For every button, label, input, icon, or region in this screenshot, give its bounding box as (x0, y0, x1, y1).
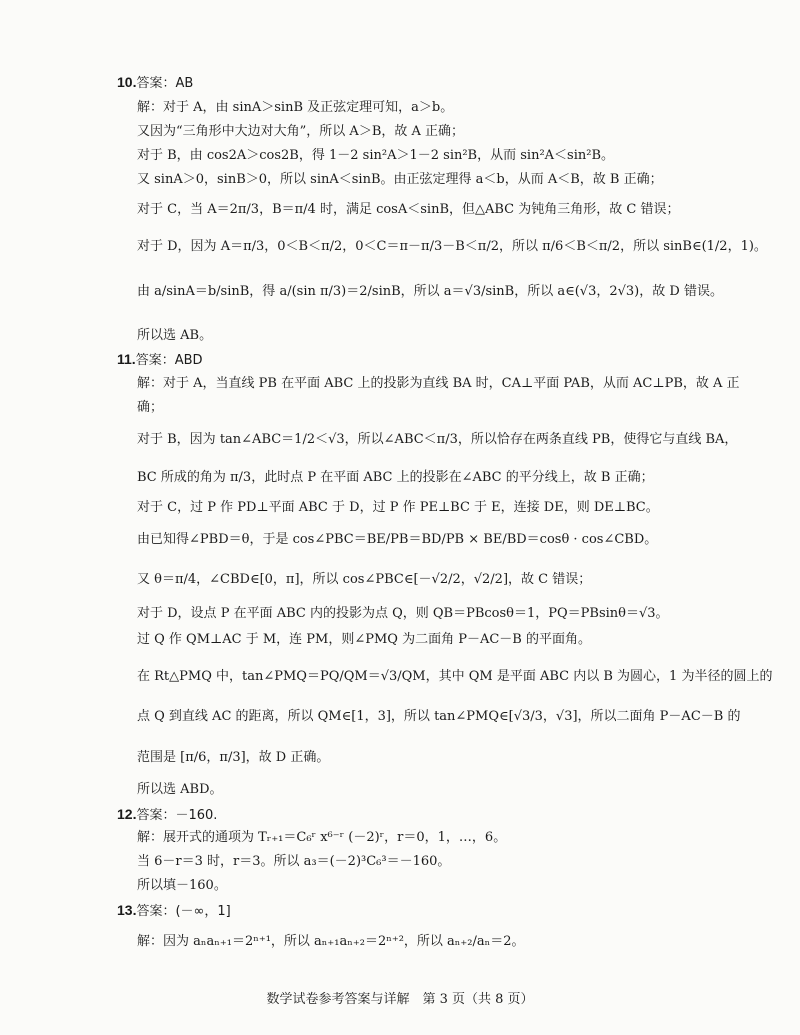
solution-line: 过 Q 作 QM⊥AC 于 M，连 PM，则∠PMQ 为二面角 P－AC－B 的平面角。 (137, 632, 591, 647)
solution-line: 对于 C，过 P 作 PD⊥平面 ABC 于 D，过 P 作 PE⊥BC 于 E，连接 DE，则 DE⊥BC。 (137, 500, 659, 515)
solution-line: 对于 D，因为 A＝π/3，0＜B＜π/2，0＜C＝π－π/3－B＜π/2，所以 π/6＜B＜π/2，所以 sinB∈(1/2，1)。 (137, 239, 767, 254)
answer-line: 答案：－160. (136, 808, 218, 823)
solution-line: 所以选 AB。 (137, 328, 213, 343)
solution-line: 对于 B，因为 tan∠ABC＝1/2＜√3，所以∠ABC＜π/3，所以恰存在两条直线 PB，使得它与直线 BA， (137, 432, 738, 447)
problem-number: 11. (117, 351, 136, 367)
solution-line: 解：因为 aₙaₙ₊₁＝2ⁿ⁺¹，所以 aₙ₊₁aₙ₊₂＝2ⁿ⁺²，所以 aₙ₊₂/aₙ＝2。 (137, 934, 525, 949)
solution-line: 所以选 ABD。 (137, 782, 223, 797)
problem-number: 13. (117, 902, 137, 918)
solution-line: 解：对于 A，由 sinA＞sinB 及正弦定理可知，a＞b。 (137, 100, 454, 115)
solution-line: 由 a/sinA＝b/sinB，得 a/(sin π/3)＝2/sinB，所以 a＝√3/sinB，所以 a∈(√3，2√3)，故 D 错误。 (137, 284, 723, 299)
solution-line: 对于 B，由 cos2A＞cos2B，得 1－2 sin²A＞1－2 sin²B，从而 sin²A＜sin²B。 (137, 148, 615, 163)
problem-12-header (117, 804, 217, 826)
solution-line: 确； (137, 400, 164, 415)
solution-line: 当 6－r＝3 时，r＝3。所以 a₃＝(－2)³C₆³＝－160。 (137, 854, 451, 869)
answer-line: 答案：AB (136, 76, 194, 91)
solution-line: 又 sinA＞0，sinB＞0，所以 sinA＜sinB。由正弦定理得 a＜b，从而 A＜B，故 B 正确； (137, 172, 663, 187)
problem-number: 12. (117, 806, 137, 822)
problem-11-header (117, 349, 203, 371)
solution-line: 对于 D，设点 P 在平面 ABC 内的投影为点 Q，则 QB＝PBcosθ＝1，PQ＝PBsinθ＝√3。 (137, 606, 669, 621)
answer-line: 答案：ABD (135, 353, 203, 368)
problem-10-header (117, 72, 193, 94)
problem-number: 10. (117, 74, 137, 90)
solution-line: 解：对于 A，当直线 PB 在平面 ABC 上的投影为直线 BA 时，CA⊥平面 PAB，从而 AC⊥PB，故 A 正 (137, 376, 740, 391)
solution-line: 又因为“三角形中大边对大角”，所以 A＞B，故 A 正确； (137, 124, 465, 139)
page-footer: 数学试卷参考答案与详解 第 3 页（共 8 页） (266, 992, 534, 1007)
solution-line: 在 Rt△PMQ 中，tan∠PMQ＝PQ/QM＝√3/QM，其中 QM 是平面 ABC 内以 B 为圆心，1 为半径的圆上的 (137, 669, 773, 684)
solution-line: BC 所成的角为 π/3，此时点 P 在平面 ABC 上的投影在∠ABC 的平分线上，故 B 正确； (137, 470, 654, 485)
solution-line: 对于 C，当 A＝2π/3，B＝π/4 时，满足 cosA＜sinB，但△ABC 为钝角三角形，故 C 错误； (137, 202, 680, 217)
solution-line: 所以填－160。 (137, 878, 227, 893)
solution-line: 又 θ＝π/4，∠CBD∈[0，π]，所以 cos∠PBC∈[－√2/2，√2/2]，故 C 错误； (137, 572, 592, 587)
solution-line: 由已知得∠PBD＝θ，于是 cos∠PBC＝BE/PB＝BD/PB × BE/BD＝cosθ · cos∠CBD。 (137, 532, 658, 547)
problem-13-header (117, 900, 231, 922)
solution-line: 解：展开式的通项为 Tᵣ₊₁＝C₆ʳ x⁶⁻ʳ (－2)ʳ，r＝0，1，…，6。 (137, 830, 507, 845)
answer-line: 答案：(－∞，1] (136, 904, 231, 919)
solution-line: 范围是 [π/6，π/3]，故 D 正确。 (137, 750, 330, 765)
solution-line: 点 Q 到直线 AC 的距离，所以 QM∈[1，3]，所以 tan∠PMQ∈[√3/3，√3]，所以二面角 P－AC－B 的 (137, 709, 741, 724)
